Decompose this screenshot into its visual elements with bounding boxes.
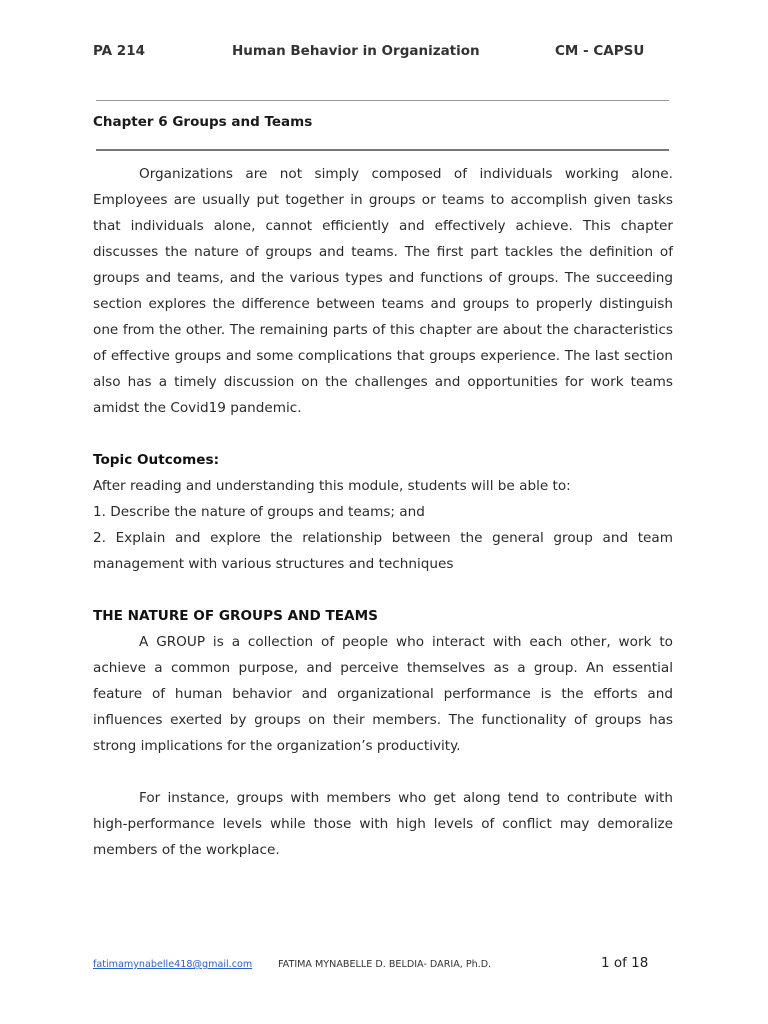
outcome-item: 2. Explain and explore the relationship between the general group and team management with various structures and techniques	[93, 530, 673, 572]
chapter-title: Chapter 6 Groups and Teams	[93, 114, 313, 130]
intro-paragraph: Organizations are not simply composed of individuals working alone. Employees are usually put together in groups or teams to accomplish given tasks that individuals alone, cannot efficiently and effectively achieve. This chapter discusses the nature of groups and teams. The first part tackles the definition of groups and teams, and the various types and functions of groups. The succeeding section explores the difference between teams and groups to properly distinguish one from the other. The remaining parts of this chapter are about the characteristics of effective groups and some complications that groups experience. The last section also has a timely discussion on the challenges and opportunities for work teams amidst the Covid19 pandemic.	[93, 166, 673, 416]
header-subject: Human Behavior in Organization	[232, 43, 480, 59]
body-content	[93, 161, 673, 863]
footer-email-link[interactable]: fatimamynabelle418@gmail.com	[93, 959, 253, 970]
outcomes-lead: After reading and understanding this module, students will be able to:	[93, 478, 571, 494]
section-paragraph: A GROUP is a collection of people who interact with each other, work to achieve a common purpose, and perceive themselves as a group. An essential feature of human behavior and organizational performance is the efforts and influences exerted by groups on their members. The functionality of groups has strong implications for the organization’s productivity.	[93, 634, 673, 754]
section-heading: THE NATURE OF GROUPS AND TEAMS	[93, 608, 378, 624]
outcomes-heading: Topic Outcomes:	[93, 452, 220, 468]
footer-author: FATIMA MYNABELLE D. BELDIA- DARIA, Ph.D.	[278, 959, 492, 970]
section-paragraph: For instance, groups with members who get along tend to contribute with high-performance levels while those with high levels of conflict may demoralize members of the workplace.	[93, 790, 673, 858]
chapter-divider	[96, 149, 669, 151]
header-divider	[96, 100, 669, 101]
header-course: PA 214	[93, 43, 145, 59]
outcome-item: 1. Describe the nature of groups and teams; and	[93, 504, 425, 520]
header-institution: CM - CAPSU	[555, 43, 645, 59]
page-number: 1 of 18	[601, 955, 649, 971]
